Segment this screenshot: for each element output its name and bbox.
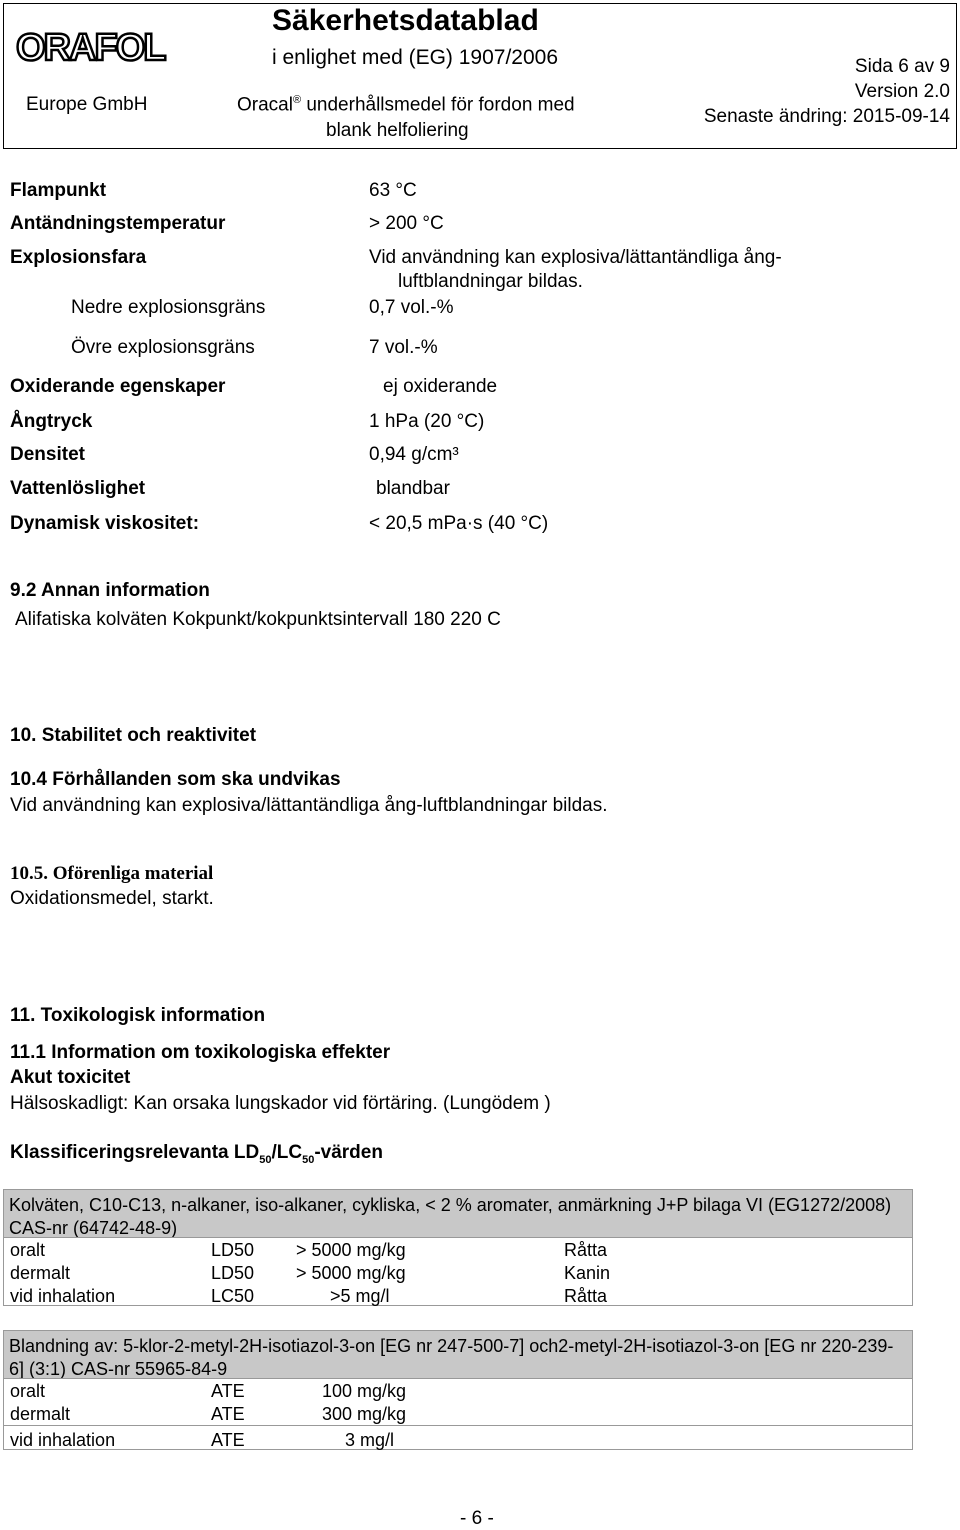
section-10-5-heading: 10.5. Oförenliga material: [10, 863, 214, 884]
ld-subscript: 50: [259, 1153, 272, 1166]
table-row: [4, 1284, 912, 1307]
cell-species: Kanin: [564, 1263, 611, 1283]
cell-route: vid inhalation: [10, 1430, 116, 1450]
toxicity-table-isothiazolinone: [3, 1330, 913, 1450]
acute-toxicity-text: Hälsoskadligt: Kan orsaka lungskador vid förtäring. (Lungödem ): [10, 1093, 551, 1114]
table-row: [4, 1261, 912, 1284]
table-row: [4, 1402, 912, 1425]
prop-value-angtryck: 1 hPa (20 °C): [369, 411, 485, 432]
registered-mark: ®: [292, 94, 302, 106]
prop-label-vattenloslighet: Vattenlöslighet: [10, 478, 146, 499]
section-9-2-text: [15, 609, 501, 631]
section-10-4-text: Vid användning kan explosiva/lättantändliga ång-luftblandningar bildas.: [10, 795, 608, 816]
toxicity-table-hydrocarbons: [3, 1189, 913, 1306]
svg-text:ORAFOL: ORAFOL: [16, 27, 165, 69]
section-10-heading: 10. Stabilitet och reaktivitet: [10, 725, 257, 746]
page-indicator: Sida 6 av 9: [854, 56, 950, 77]
product-brand: Oracal: [237, 94, 293, 116]
cell-type: LC50: [211, 1286, 255, 1306]
prop-value-vattenloslighet: blandbar: [376, 478, 450, 499]
cell-value: > 5000 mg/kg: [296, 1240, 406, 1260]
prop-value-oxiderande: ej oxiderande: [383, 376, 498, 397]
prop-label-explosionsfara: Explosionsfara: [10, 247, 147, 268]
prop-value-ovre: 7 vol.-%: [369, 337, 438, 358]
prop-label-nedre: Nedre explosionsgräns: [71, 297, 266, 318]
product-line2: blank helfoliering: [326, 120, 469, 141]
prop-value-densitet: 0,94 g/cm³: [369, 444, 459, 465]
ld-heading-part: Klassificeringsrelevanta LD: [10, 1142, 260, 1163]
prop-value-nedre: 0,7 vol.-%: [369, 297, 454, 318]
page-number: - 6 -: [460, 1508, 494, 1529]
product-line1: underhållsmedel för fordon med: [306, 94, 575, 116]
section-9-2-text-main: Alifatiska kolväten Kokpunkt/kokpunktsintervall 180 220 C: [15, 609, 501, 630]
cell-type: ATE: [211, 1381, 245, 1401]
prop-label-angtryck: Ångtryck: [10, 411, 93, 432]
lc-heading-part: /LC: [271, 1142, 303, 1163]
orafol-logo: [12, 22, 190, 72]
section-10-4-heading: 10.4 Förhållanden som ska undvikas: [10, 769, 341, 790]
prop-label-densitet: Densitet: [10, 444, 85, 465]
cell-value: >5 mg/l: [330, 1286, 390, 1306]
lc-subscript: 50: [302, 1153, 315, 1166]
table-header: Kolväten, C10-C13, n-alkaner, iso-alkaner, cykliska, < 2 % aromater, anmärkning J+P bilaga VI (EG1272/2008) CAS-nr (64742-48-9): [4, 1190, 912, 1237]
table-row: [4, 1237, 912, 1261]
version: Version 2.0: [854, 81, 950, 102]
last-changed: Senaste ändring: 2015-09-14: [703, 106, 950, 127]
prop-label-antandning: Antändningstemperatur: [10, 213, 226, 234]
prop-value-viskositet: < 20,5 mPa·s (40 °C): [369, 513, 549, 534]
table-header: Blandning av: 5-klor-2-metyl-2H-isotiazol-3-on [EG nr 247-500-7] och2-metyl-2H-isotiazol-3-on [EG nr 220-239-6] (3:1) CAS-nr 55965-84-9: [4, 1331, 912, 1378]
cell-species: Råtta: [564, 1240, 608, 1260]
document-subtitle: i enlighet med (EG) 1907/2006: [272, 46, 559, 69]
cell-type: LD50: [211, 1240, 255, 1260]
prop-label-oxiderande: Oxiderande egenskaper: [10, 376, 226, 397]
prop-value-explosionsfara-cont: luftblandningar bildas.: [398, 271, 583, 292]
cell-route: oralt: [10, 1381, 46, 1401]
cell-value: 3 mg/l: [345, 1430, 395, 1450]
cell-value: 100 mg/kg: [322, 1381, 407, 1401]
cell-type: ATE: [211, 1430, 245, 1450]
prop-label-flampunkt: Flampunkt: [10, 180, 107, 201]
product-name: [237, 94, 575, 116]
prop-label-viskositet: Dynamisk viskositet:: [10, 513, 200, 534]
cell-route: oralt: [10, 1240, 46, 1260]
table-row: [4, 1425, 912, 1452]
values-heading-part: -värden: [314, 1142, 383, 1163]
cell-value: 300 mg/kg: [322, 1404, 407, 1424]
cell-route: dermalt: [10, 1263, 71, 1283]
section-11-1-heading: 11.1 Information om toxikologiska effekter: [10, 1042, 391, 1063]
ld-lc-heading: [10, 1142, 383, 1166]
cell-route: dermalt: [10, 1404, 71, 1424]
section-9-2-heading: 9.2 Annan information: [10, 580, 210, 601]
cell-route: vid inhalation: [10, 1286, 116, 1306]
section-11-heading: 11. Toxikologisk information: [10, 1005, 266, 1026]
cell-value: > 5000 mg/kg: [296, 1263, 406, 1283]
prop-value-antandning: > 200 °C: [369, 213, 444, 234]
acute-toxicity-heading: Akut toxicitet: [10, 1067, 131, 1088]
prop-label-ovre: Övre explosionsgräns: [71, 337, 255, 358]
cell-species: Råtta: [564, 1286, 608, 1306]
prop-value-explosionsfara: Vid användning kan explosiva/lättantändliga ång-: [369, 247, 782, 268]
section-10-5-text: Oxidationsmedel, starkt.: [10, 888, 214, 909]
table-row: [4, 1378, 912, 1402]
company-name: Europe GmbH: [26, 94, 148, 115]
cell-type: LD50: [211, 1263, 255, 1283]
prop-value-flampunkt: 63 °C: [369, 180, 417, 201]
cell-type: ATE: [211, 1404, 245, 1424]
document-title: Säkerhetsdatablad: [272, 4, 539, 37]
